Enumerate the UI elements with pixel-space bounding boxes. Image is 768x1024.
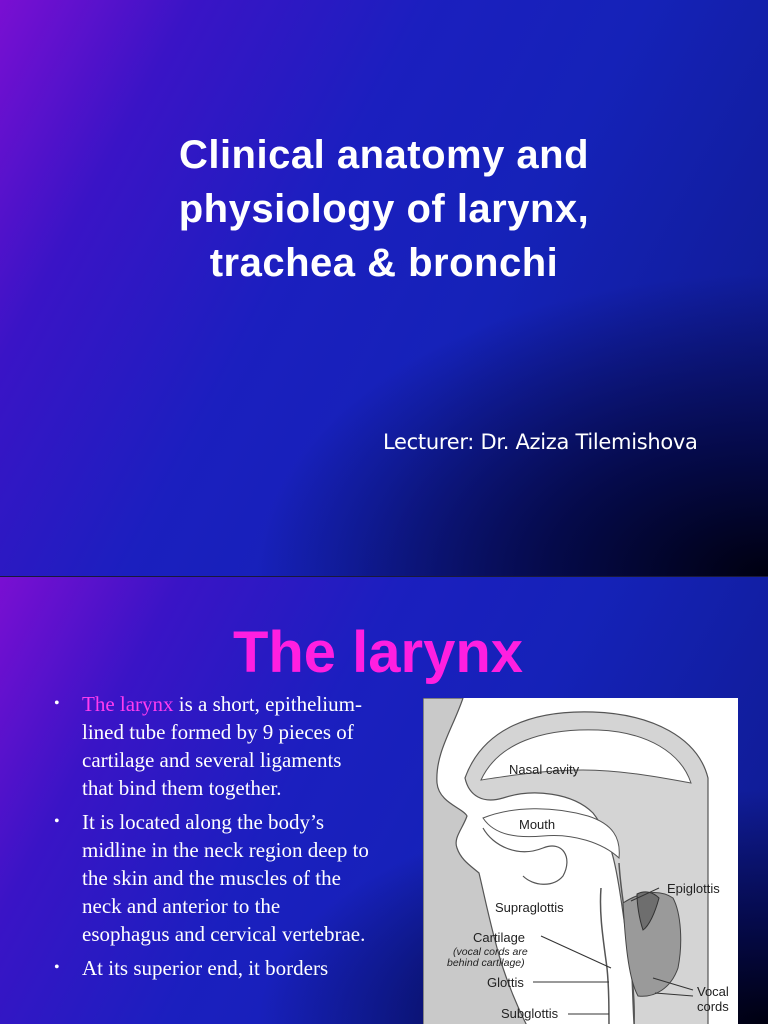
label-cartilage: Cartilage — [473, 930, 526, 945]
label-mouth: Mouth — [519, 817, 556, 832]
title-line-2: physiology of larynx, — [178, 187, 590, 231]
label-cords: cords — [697, 999, 729, 1014]
lecturer-name: Lecturer: Dr. Aziza Tilemishova — [383, 430, 698, 454]
label-nasal-cavity: Nasal cavity — [509, 762, 580, 777]
bullet-1-text: is a short, epithelium-lined tube formed by 9 pieces of cartilage and several ligaments that bind them together. — [82, 692, 362, 800]
slide-title: The larynx — [232, 620, 524, 685]
bullet-2-text: It is located along the body’s midline in the neck region deep to the skin and the muscles of the neck and anterior to the esophagus and cervical vertebrae. — [82, 810, 369, 946]
label-subglottis: Subglottis — [501, 1006, 559, 1021]
bullet-item-2 — [50, 808, 370, 948]
head-sagittal-diagram — [423, 698, 738, 1024]
bullet-icon: • — [54, 695, 60, 712]
bullet-item-3 — [50, 954, 370, 982]
label-epiglottis: Epiglottis — [667, 881, 720, 896]
label-cartilage-note-1: (vocal cords are — [453, 946, 528, 958]
label-vocal: Vocal — [697, 984, 729, 999]
larynx-anatomy-figure — [423, 698, 738, 1024]
title-line-3: trachea & bronchi — [209, 241, 559, 285]
bullet-icon: • — [54, 813, 60, 830]
bullet-1-highlight: The larynx — [82, 692, 174, 716]
bullet-3-text: At its superior end, it borders — [82, 956, 329, 980]
bullet-item-1 — [50, 690, 370, 802]
title-line-1: Clinical anatomy and — [178, 133, 590, 177]
bullet-list — [50, 690, 370, 988]
bullet-icon: • — [54, 959, 60, 976]
presentation-title — [40, 128, 728, 290]
label-cartilage-note-2: behind cartilage) — [447, 957, 525, 969]
label-supraglottis: Supraglottis — [495, 900, 564, 915]
larynx-slide — [0, 577, 768, 1024]
label-glottis: Glottis — [487, 975, 524, 990]
